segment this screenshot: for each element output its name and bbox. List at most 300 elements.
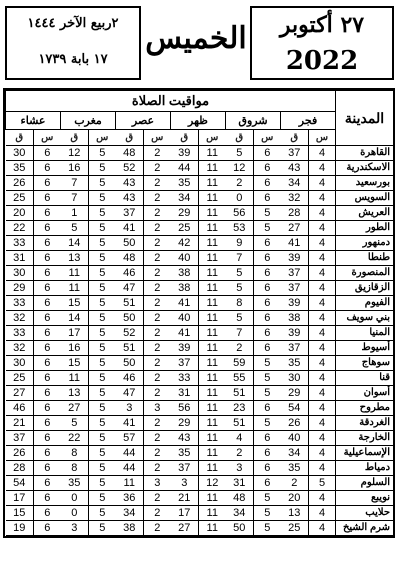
minute-cell: 56 (226, 206, 254, 221)
minute-cell: 37 (281, 281, 309, 296)
minute-cell: 26 (6, 446, 34, 461)
hour-cell: 6 (34, 311, 61, 326)
hour-cell: 5 (254, 416, 281, 431)
minute-cell: 32 (281, 191, 309, 206)
table-row (6, 461, 394, 476)
minute-cell: 25 (6, 371, 34, 386)
city-name: السلوم (336, 476, 394, 491)
minute-cell: 37 (281, 341, 309, 356)
hour-cell: 11 (199, 146, 226, 161)
hour-cell: 11 (199, 356, 226, 371)
minute-cell: 43 (281, 161, 309, 176)
hour-cell: 5 (89, 461, 116, 476)
table-row (6, 371, 394, 386)
minute-cell: 7 (226, 326, 254, 341)
minute-cell: 37 (281, 146, 309, 161)
hour-cell: 6 (34, 296, 61, 311)
table-row (6, 191, 394, 206)
hour-cell: 6 (34, 341, 61, 356)
city-name: المنصورة (336, 266, 394, 281)
minute-cell: 51 (116, 296, 144, 311)
minute-cell: 30 (6, 146, 34, 161)
prayer-times-table (3, 88, 395, 538)
hour-cell: 4 (309, 221, 336, 236)
minute-cell: 29 (6, 281, 34, 296)
hour-cell: 6 (254, 326, 281, 341)
hour-cell: 4 (309, 281, 336, 296)
hour-cell: 4 (309, 236, 336, 251)
hour-cell: 2 (144, 311, 171, 326)
minute-cell: 59 (226, 356, 254, 371)
hour-cell: 4 (309, 416, 336, 431)
hour-cell: 11 (199, 341, 226, 356)
minute-cell: 28 (281, 206, 309, 221)
minute-cell: 29 (171, 416, 199, 431)
city-name: الزقازيق (336, 281, 394, 296)
hour-cell: 2 (144, 446, 171, 461)
table-row (6, 266, 394, 281)
hour-cell: 11 (199, 491, 226, 506)
hour-cell: 4 (309, 311, 336, 326)
time-units-row (6, 130, 394, 146)
hour-cell: 4 (309, 296, 336, 311)
hour-cell: 5 (89, 431, 116, 446)
table-row (6, 236, 394, 251)
minute-cell: 17 (61, 326, 89, 341)
hour-cell: 6 (254, 446, 281, 461)
hour-cell: 6 (34, 506, 61, 521)
hour-cell: 4 (309, 146, 336, 161)
minute-cell: 35 (171, 176, 199, 191)
hour-cell: 2 (144, 251, 171, 266)
minute-cell: 15 (6, 506, 34, 521)
hour-cell: 11 (199, 326, 226, 341)
hour-cell: 6 (34, 236, 61, 251)
table-row (6, 416, 394, 431)
hour-cell: 5 (254, 371, 281, 386)
city-name: الخارجة (336, 431, 394, 446)
hour-unit-label: س (144, 130, 171, 146)
minute-cell: 30 (281, 371, 309, 386)
hour-cell: 5 (89, 236, 116, 251)
hour-cell: 4 (309, 161, 336, 176)
gregorian-year: 2022 (285, 46, 359, 76)
hour-cell: 6 (34, 191, 61, 206)
hour-cell: 6 (254, 431, 281, 446)
minute-cell: 19 (6, 521, 34, 536)
minute-cell: 33 (171, 371, 199, 386)
prayer-header: فجر (281, 112, 336, 130)
minute-cell: 25 (6, 191, 34, 206)
hour-cell: 5 (89, 206, 116, 221)
minute-cell: 21 (6, 416, 34, 431)
hijri-date: ٢ربيع الآخر ١٤٤٤ (27, 16, 119, 31)
hour-cell: 6 (254, 236, 281, 251)
hour-cell: 11 (199, 311, 226, 326)
minute-cell: 27 (171, 521, 199, 536)
city-name: دمنهور (336, 236, 394, 251)
minute-cell: 37 (281, 266, 309, 281)
minute-cell: 30 (6, 266, 34, 281)
minute-cell: 26 (6, 176, 34, 191)
minute-cell: 37 (6, 431, 34, 446)
minute-cell: 25 (281, 521, 309, 536)
hour-cell: 2 (144, 326, 171, 341)
minute-cell: 39 (171, 341, 199, 356)
minute-cell: 46 (116, 266, 144, 281)
minute-cell: 26 (281, 416, 309, 431)
hour-cell: 4 (309, 371, 336, 386)
hour-cell: 12 (199, 476, 226, 491)
table-row (6, 401, 394, 416)
minute-unit-label: ق (6, 130, 34, 146)
minute-cell: 5 (61, 221, 89, 236)
city-column-header: المدينة (336, 91, 394, 146)
minute-cell: 34 (116, 506, 144, 521)
hour-cell: 5 (254, 491, 281, 506)
hour-cell: 6 (254, 251, 281, 266)
minute-cell: 50 (226, 521, 254, 536)
table-row (6, 356, 394, 371)
minute-cell: 2 (226, 176, 254, 191)
hour-cell: 2 (144, 161, 171, 176)
hour-cell: 5 (89, 506, 116, 521)
hour-cell: 2 (144, 176, 171, 191)
minute-cell: 53 (226, 221, 254, 236)
hour-cell: 6 (34, 446, 61, 461)
hour-cell: 6 (34, 221, 61, 236)
city-name: بورسعيد (336, 176, 394, 191)
hour-cell: 2 (144, 431, 171, 446)
hour-cell: 11 (199, 461, 226, 476)
table-row (6, 146, 394, 161)
hour-cell: 5 (89, 491, 116, 506)
table-row (6, 491, 394, 506)
minute-cell: 3 (61, 521, 89, 536)
hour-cell: 5 (254, 206, 281, 221)
minute-cell: 2 (226, 446, 254, 461)
prayer-header: عصر (116, 112, 171, 130)
date-header (3, 3, 395, 85)
city-name: الاسكندرية (336, 161, 394, 176)
hour-cell: 4 (309, 431, 336, 446)
hour-cell: 6 (254, 401, 281, 416)
hour-cell: 4 (309, 191, 336, 206)
hour-cell: 5 (89, 221, 116, 236)
city-name: أسيوط (336, 341, 394, 356)
minute-cell: 47 (116, 386, 144, 401)
hour-cell: 5 (89, 251, 116, 266)
city-name: الفيوم (336, 296, 394, 311)
hour-cell: 5 (254, 521, 281, 536)
minute-cell: 16 (61, 341, 89, 356)
hour-cell: 4 (309, 521, 336, 536)
hour-cell: 6 (34, 176, 61, 191)
minute-cell: 29 (281, 386, 309, 401)
minute-cell: 31 (226, 476, 254, 491)
hour-cell: 2 (144, 221, 171, 236)
hour-cell: 5 (254, 356, 281, 371)
hour-cell: 5 (89, 161, 116, 176)
hour-cell: 6 (34, 266, 61, 281)
minute-cell: 7 (61, 176, 89, 191)
minute-cell: 40 (281, 431, 309, 446)
minute-cell: 39 (281, 296, 309, 311)
hour-cell: 5 (89, 386, 116, 401)
minute-cell: 34 (281, 446, 309, 461)
minute-cell: 21 (171, 491, 199, 506)
hour-cell: 5 (89, 266, 116, 281)
hour-cell: 4 (309, 446, 336, 461)
hour-cell: 4 (309, 251, 336, 266)
minute-cell: 31 (171, 386, 199, 401)
minute-cell: 46 (116, 371, 144, 386)
hour-cell: 5 (89, 146, 116, 161)
hour-cell: 4 (309, 491, 336, 506)
minute-cell: 29 (171, 206, 199, 221)
minute-cell: 33 (6, 296, 34, 311)
minute-cell: 5 (226, 266, 254, 281)
hour-unit-label: س (89, 130, 116, 146)
hour-cell: 11 (199, 191, 226, 206)
hour-cell: 5 (89, 326, 116, 341)
city-name: السويس (336, 191, 394, 206)
hour-cell: 2 (144, 416, 171, 431)
minute-cell: 38 (281, 311, 309, 326)
hour-cell: 6 (34, 146, 61, 161)
city-name: قنا (336, 371, 394, 386)
city-name: دمياط (336, 461, 394, 476)
minute-cell: 32 (6, 311, 34, 326)
minute-cell: 16 (61, 161, 89, 176)
minute-cell: 56 (171, 401, 199, 416)
gregorian-day-month: ٢٧ أكتوبر (279, 12, 365, 38)
hour-cell: 6 (34, 371, 61, 386)
minute-cell: 25 (171, 221, 199, 236)
minute-cell: 40 (171, 311, 199, 326)
hour-unit-label: س (199, 130, 226, 146)
minute-cell: 46 (6, 401, 34, 416)
minute-cell: 38 (116, 521, 144, 536)
minute-cell: 36 (116, 491, 144, 506)
minute-cell: 5 (61, 416, 89, 431)
table-row (6, 161, 394, 176)
minute-cell: 11 (61, 371, 89, 386)
minute-cell: 3 (116, 401, 144, 416)
hour-cell: 11 (199, 251, 226, 266)
minute-cell: 7 (226, 251, 254, 266)
table-row (6, 206, 394, 221)
hour-cell: 2 (144, 521, 171, 536)
city-name: طنطا (336, 251, 394, 266)
minute-cell: 17 (171, 506, 199, 521)
minute-cell: 13 (61, 386, 89, 401)
hour-unit-label: س (309, 130, 336, 146)
hour-cell: 5 (89, 341, 116, 356)
minute-cell: 0 (61, 506, 89, 521)
hour-cell: 11 (199, 386, 226, 401)
table-row (6, 521, 394, 536)
minute-cell: 13 (61, 251, 89, 266)
table-title: مواقيت الصلاة (6, 91, 336, 112)
table-row (6, 221, 394, 236)
minute-cell: 43 (171, 431, 199, 446)
minute-cell: 37 (171, 356, 199, 371)
hour-cell: 6 (34, 161, 61, 176)
hour-unit-label: س (254, 130, 281, 146)
table-row (6, 506, 394, 521)
minute-cell: 41 (281, 236, 309, 251)
hour-cell: 11 (199, 401, 226, 416)
hour-cell: 11 (199, 236, 226, 251)
hour-cell: 5 (254, 221, 281, 236)
minute-cell: 34 (281, 176, 309, 191)
minute-cell: 57 (116, 431, 144, 446)
hour-cell: 4 (309, 401, 336, 416)
hour-cell: 2 (144, 461, 171, 476)
minute-cell: 3 (171, 476, 199, 491)
hour-cell: 2 (144, 266, 171, 281)
minute-cell: 11 (61, 266, 89, 281)
hour-cell: 6 (254, 146, 281, 161)
minute-cell: 8 (61, 461, 89, 476)
minute-cell: 51 (226, 386, 254, 401)
minute-cell: 34 (171, 191, 199, 206)
hour-cell: 6 (254, 176, 281, 191)
minute-cell: 0 (61, 491, 89, 506)
minute-cell: 43 (116, 191, 144, 206)
hour-cell: 6 (254, 476, 281, 491)
hour-cell: 6 (34, 251, 61, 266)
minute-cell: 27 (6, 386, 34, 401)
minute-cell: 15 (61, 296, 89, 311)
minute-cell: 34 (226, 506, 254, 521)
minute-cell: 27 (281, 221, 309, 236)
minute-cell: 41 (116, 221, 144, 236)
hour-cell: 6 (34, 416, 61, 431)
hour-cell: 11 (199, 506, 226, 521)
minute-cell: 27 (61, 401, 89, 416)
day-name: الخميس (145, 21, 247, 56)
minute-cell: 8 (61, 446, 89, 461)
minute-cell: 35 (6, 161, 34, 176)
hour-cell: 2 (144, 206, 171, 221)
hour-cell: 6 (34, 491, 61, 506)
hour-cell: 6 (34, 461, 61, 476)
table-row (6, 326, 394, 341)
hour-cell: 2 (144, 146, 171, 161)
minute-cell: 50 (116, 236, 144, 251)
city-name: الإسماعيلية (336, 446, 394, 461)
hour-cell: 6 (34, 431, 61, 446)
minute-cell: 41 (171, 296, 199, 311)
hour-cell: 5 (89, 296, 116, 311)
hour-cell: 4 (309, 356, 336, 371)
minute-cell: 35 (61, 476, 89, 491)
minute-cell: 39 (281, 326, 309, 341)
table-row (6, 281, 394, 296)
city-name: الطور (336, 221, 394, 236)
city-name: العريش (336, 206, 394, 221)
hour-cell: 2 (144, 506, 171, 521)
hour-cell: 11 (199, 296, 226, 311)
coptic-date: ١٧ بابة ١٧٣٩ (38, 52, 108, 67)
minute-cell: 52 (116, 161, 144, 176)
hour-cell: 5 (89, 476, 116, 491)
minute-cell: 14 (61, 311, 89, 326)
minute-cell: 14 (61, 236, 89, 251)
hour-cell: 6 (34, 476, 61, 491)
minute-cell: 54 (6, 476, 34, 491)
table-row (6, 296, 394, 311)
hour-cell: 5 (89, 521, 116, 536)
city-name: بني سويف (336, 311, 394, 326)
hour-cell: 6 (254, 161, 281, 176)
minute-cell: 43 (116, 176, 144, 191)
minute-cell: 50 (116, 356, 144, 371)
hour-cell: 2 (144, 491, 171, 506)
minute-cell: 20 (6, 206, 34, 221)
minute-cell: 33 (6, 236, 34, 251)
hour-cell: 2 (144, 371, 171, 386)
hour-cell: 4 (309, 386, 336, 401)
minute-cell: 51 (116, 341, 144, 356)
minute-cell: 5 (226, 146, 254, 161)
hour-cell: 11 (199, 416, 226, 431)
hour-cell: 5 (89, 281, 116, 296)
minute-unit-label: ق (171, 130, 199, 146)
minute-cell: 37 (171, 461, 199, 476)
hour-cell: 11 (199, 446, 226, 461)
hour-cell: 6 (254, 296, 281, 311)
minute-cell: 22 (6, 221, 34, 236)
hour-cell: 4 (309, 266, 336, 281)
hour-cell: 11 (199, 221, 226, 236)
hijri-date-box (5, 6, 141, 80)
hour-cell: 11 (199, 431, 226, 446)
minute-cell: 51 (226, 416, 254, 431)
minute-cell: 5 (226, 281, 254, 296)
hour-cell: 2 (144, 236, 171, 251)
city-name: المنيا (336, 326, 394, 341)
hour-cell: 11 (199, 206, 226, 221)
prayer-header: شروق (226, 112, 281, 130)
minute-cell: 17 (6, 491, 34, 506)
prayer-header: مغرب (61, 112, 116, 130)
hour-cell: 11 (199, 371, 226, 386)
minute-cell: 38 (171, 266, 199, 281)
hour-cell: 11 (199, 176, 226, 191)
minute-unit-label: ق (281, 130, 309, 146)
minute-cell: 7 (61, 191, 89, 206)
minute-unit-label: ق (116, 130, 144, 146)
hour-cell: 4 (309, 341, 336, 356)
hour-cell: 6 (254, 191, 281, 206)
hour-cell: 4 (309, 326, 336, 341)
hour-cell: 4 (309, 206, 336, 221)
hour-cell: 5 (309, 476, 336, 491)
hour-cell: 5 (89, 401, 116, 416)
hour-cell: 6 (254, 281, 281, 296)
minute-cell: 52 (116, 326, 144, 341)
minute-cell: 11 (61, 281, 89, 296)
hour-cell: 5 (254, 506, 281, 521)
hour-cell: 5 (89, 176, 116, 191)
minute-cell: 44 (171, 161, 199, 176)
minute-unit-label: ق (226, 130, 254, 146)
city-name: حلايب (336, 506, 394, 521)
hour-unit-label: س (34, 130, 61, 146)
